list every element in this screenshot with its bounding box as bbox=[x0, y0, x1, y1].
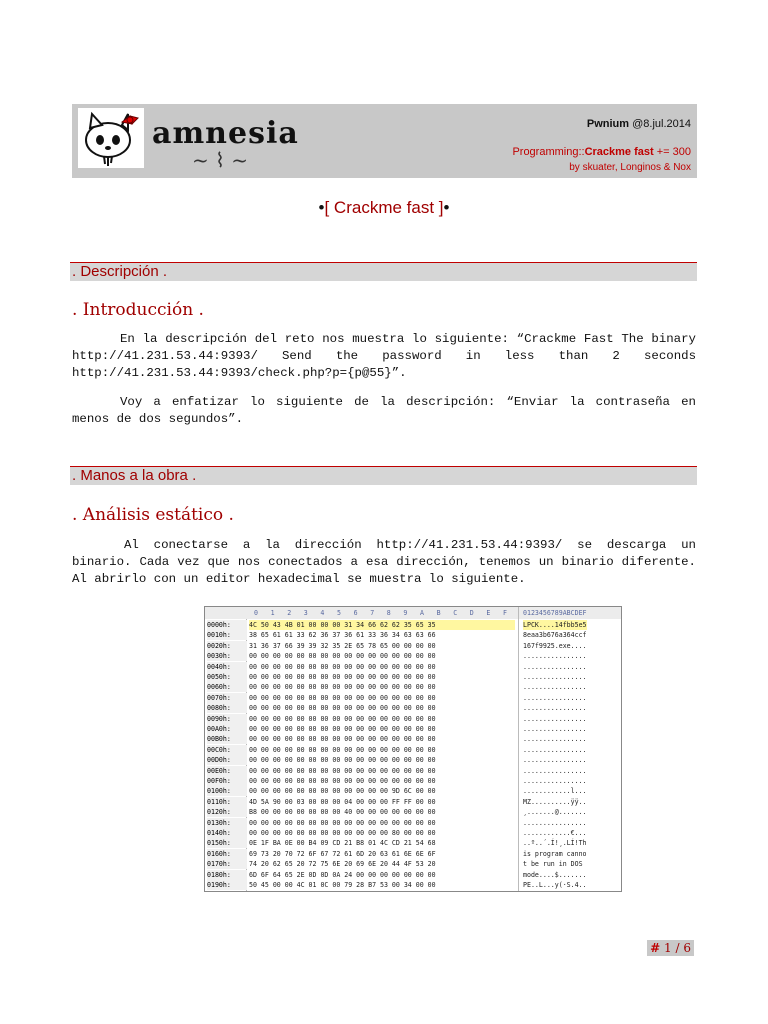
hex-bytes: 00 00 00 00 00 00 00 00 00 00 00 00 00 00 00 00 bbox=[249, 777, 436, 785]
hex-row bbox=[205, 672, 621, 682]
hex-row bbox=[205, 870, 621, 880]
hex-row bbox=[205, 849, 621, 859]
hex-row bbox=[205, 630, 621, 640]
section-manos-label: . Manos a la obra . bbox=[72, 467, 197, 484]
hex-col-label: C bbox=[453, 609, 458, 617]
hex-ascii: ................ bbox=[523, 818, 587, 827]
hex-offset: 0120h: bbox=[207, 807, 247, 817]
section-descripcion-label: . Descripción . bbox=[72, 263, 168, 280]
category-line bbox=[512, 146, 691, 158]
hex-bytes: 00 00 00 00 00 00 00 00 00 00 00 00 00 00 00 00 bbox=[249, 725, 436, 733]
hex-ascii: ................ bbox=[523, 777, 587, 785]
hex-offset: 00F0h: bbox=[207, 776, 247, 786]
hex-bytes: 0E 1F BA 0E 00 B4 09 CD 21 B8 01 4C CD 21 54 68 bbox=[249, 839, 436, 848]
logo-wordmark: amnesia bbox=[152, 116, 299, 151]
hex-offset: 0040h: bbox=[207, 662, 247, 672]
page-count: 1 / 6 bbox=[660, 941, 691, 955]
hex-row bbox=[205, 714, 621, 724]
hex-ascii: ................ bbox=[523, 652, 587, 661]
paragraph-3: Al conectarse a la dirección http://41.231.53.44:9393/ se descarga un binario. Cada vez que nos conectados a esa dirección, tenemos un binario diferente. Al abrirlo con un editor hexadecimal se muestra lo siguiente. bbox=[72, 538, 696, 586]
hex-offset: 0170h: bbox=[207, 859, 247, 869]
hex-offset: 0090h: bbox=[207, 714, 247, 724]
hex-bytes: 38 65 61 61 33 62 36 37 36 61 33 36 34 63 63 66 bbox=[249, 631, 436, 640]
hex-bytes: 69 73 20 70 72 6F 67 72 61 6D 20 63 61 6E 6E 6F bbox=[249, 849, 436, 858]
heading-introduccion: . Introducción . bbox=[72, 300, 204, 320]
hex-row bbox=[205, 880, 621, 890]
hex-offset: 0140h: bbox=[207, 828, 247, 838]
hex-ascii: 167f9925.exe.... bbox=[523, 641, 587, 650]
hex-bytes: 4D 5A 90 00 03 00 00 00 04 00 00 00 FF FF 00 00 bbox=[249, 797, 436, 806]
hex-row bbox=[205, 838, 621, 848]
header-banner bbox=[72, 104, 697, 178]
hex-ascii: ............l... bbox=[523, 787, 587, 796]
category: Programming:: bbox=[512, 146, 585, 158]
hex-ascii: ................ bbox=[523, 673, 587, 681]
hex-bytes: B8 00 00 00 00 00 00 00 40 00 00 00 00 00 00 00 bbox=[249, 808, 436, 817]
hex-offset: 0060h: bbox=[207, 682, 247, 692]
hex-column-header bbox=[205, 607, 621, 619]
hex-col-label: 2 bbox=[287, 609, 292, 617]
hex-offset: 00D0h: bbox=[207, 755, 247, 765]
hex-bytes: 00 00 00 00 00 00 00 00 00 00 00 00 00 00 00 00 bbox=[249, 704, 436, 713]
hex-ascii-header: 0123456789ABCDEF bbox=[523, 609, 587, 617]
hex-ascii: ................ bbox=[523, 662, 587, 671]
hex-ascii: t be run in DOS bbox=[523, 860, 587, 869]
hex-ascii: 8eaa3b676a364ccf bbox=[523, 631, 587, 640]
hex-offset: 0030h: bbox=[207, 651, 247, 661]
hex-bytes: 00 00 00 00 00 00 00 00 00 00 00 00 00 00 00 00 bbox=[249, 714, 436, 723]
hex-ascii: is program canno bbox=[523, 849, 587, 858]
hex-row bbox=[205, 755, 621, 765]
hex-offset: 0160h: bbox=[207, 849, 247, 859]
credits: by skuater, Longinos & Nox bbox=[569, 162, 691, 173]
hex-offset: 0050h: bbox=[207, 672, 247, 682]
kitty-skull-icon bbox=[78, 108, 144, 168]
hex-ascii: ................ bbox=[523, 725, 587, 733]
paragraph-2: Voy a enfatizar lo siguiente de la descripción: “Enviar la contraseña en menos de dos segundos”. bbox=[72, 395, 696, 426]
hex-offset: 00E0h: bbox=[207, 766, 247, 776]
hex-bytes: 00 00 00 00 00 00 00 00 00 00 00 00 00 00 00 00 bbox=[249, 735, 436, 744]
hex-col-label: 5 bbox=[337, 609, 341, 617]
page-number bbox=[647, 940, 694, 956]
hex-row bbox=[205, 641, 621, 651]
hex-bytes: 00 00 00 00 00 00 00 00 00 00 00 00 80 00 00 00 bbox=[249, 829, 436, 837]
hex-offset: 0000h: bbox=[207, 620, 247, 630]
author-date-line bbox=[587, 118, 691, 130]
page-hash: # bbox=[650, 941, 661, 955]
hex-col-label: 6 bbox=[353, 609, 358, 617]
hex-row bbox=[205, 620, 621, 630]
hex-ascii: ................ bbox=[523, 693, 587, 702]
hex-offset: 00A0h: bbox=[207, 724, 247, 734]
author-name: Pwnium bbox=[586, 118, 630, 130]
section-descripcion bbox=[70, 262, 697, 281]
hex-bytes: 00 00 00 00 00 00 00 00 00 00 00 00 00 00 00 00 bbox=[249, 673, 436, 681]
hex-col-label: E bbox=[486, 609, 491, 617]
hex-row bbox=[205, 766, 621, 776]
hex-row bbox=[205, 724, 621, 734]
section-manos bbox=[70, 466, 697, 485]
hex-col-label: 4 bbox=[320, 609, 325, 617]
hex-bytes: 6D 6F 64 65 2E 0D 0D 0A 24 00 00 00 00 00 00 00 bbox=[249, 870, 436, 879]
hex-col-label: F bbox=[503, 609, 507, 617]
publish-date: @8.jul.2014 bbox=[632, 118, 691, 130]
hex-offset: 0110h: bbox=[207, 797, 247, 807]
hex-col-label: 3 bbox=[303, 609, 308, 617]
hex-row bbox=[205, 703, 621, 713]
hex-col-label: 1 bbox=[270, 609, 275, 617]
hex-col-label: B bbox=[436, 609, 441, 617]
hex-bytes: 00 00 00 00 00 00 00 00 00 00 00 00 00 00 00 00 bbox=[249, 745, 436, 754]
hex-ascii: ................ bbox=[523, 735, 587, 744]
hex-bytes: 00 00 00 00 00 00 00 00 00 00 00 00 00 00 00 00 bbox=[249, 683, 436, 692]
hex-row bbox=[205, 807, 621, 817]
heading-analisis: . Análisis estático . bbox=[72, 505, 234, 525]
hex-offset: 0130h: bbox=[207, 818, 247, 828]
hex-offset: 0070h: bbox=[207, 693, 247, 703]
hex-editor-screenshot bbox=[204, 606, 622, 892]
hello-kitty-logo bbox=[78, 108, 144, 168]
hex-ascii: ¸.......@....... bbox=[523, 808, 587, 817]
hex-ascii: ............€... bbox=[523, 829, 587, 837]
hex-row bbox=[205, 693, 621, 703]
hex-bytes: 00 00 00 00 00 00 00 00 00 00 00 00 00 00 00 00 bbox=[249, 662, 436, 671]
hex-row bbox=[205, 859, 621, 869]
hex-offset: 0180h: bbox=[207, 870, 247, 880]
hex-bytes: 31 36 37 66 39 39 32 35 2E 65 78 65 00 00 00 00 bbox=[249, 641, 436, 650]
hex-bytes: 00 00 00 00 00 00 00 00 00 00 00 00 9D 6C 00 00 bbox=[249, 787, 436, 796]
hex-ascii: mode....$....... bbox=[523, 870, 587, 879]
hex-offset: 0150h: bbox=[207, 838, 247, 848]
hex-col-label: 0 bbox=[254, 609, 258, 617]
hex-bytes: 00 00 00 00 00 00 00 00 00 00 00 00 00 00 00 00 bbox=[249, 693, 436, 702]
hex-row bbox=[205, 651, 621, 661]
hex-col-label: 8 bbox=[386, 609, 391, 617]
hex-row bbox=[205, 776, 621, 786]
hex-row bbox=[205, 662, 621, 672]
hex-bytes: 74 20 62 65 20 72 75 6E 20 69 6E 20 44 4F 53 20 bbox=[249, 860, 436, 869]
hex-bytes: 50 45 00 00 4C 01 0C 00 79 28 B7 53 00 34 00 00 bbox=[249, 881, 436, 889]
hex-ascii: ................ bbox=[523, 766, 587, 775]
hex-bytes: 00 00 00 00 00 00 00 00 00 00 00 00 00 00 00 00 bbox=[249, 818, 436, 827]
hex-offset: 0020h: bbox=[207, 641, 247, 651]
hex-ascii: MZ..........ÿÿ.. bbox=[523, 797, 587, 806]
hex-ascii: LPCK....14fbb5e5 bbox=[523, 621, 587, 629]
hex-ascii: ................ bbox=[523, 756, 587, 765]
hex-offset: 0100h: bbox=[207, 786, 247, 796]
hex-ascii: ..º..´.Í!¸.LÍ!Th bbox=[523, 839, 587, 848]
title-text: [ Crackme fast ] bbox=[324, 198, 444, 217]
hex-bytes: 00 00 00 00 00 00 00 00 00 00 00 00 00 00 00 00 bbox=[249, 652, 436, 661]
hex-col-label: A bbox=[420, 609, 424, 617]
page-title bbox=[0, 198, 768, 218]
hex-offset: 00B0h: bbox=[207, 734, 247, 744]
hex-row bbox=[205, 797, 621, 807]
title-bullet: • bbox=[318, 198, 325, 217]
hex-row bbox=[205, 734, 621, 744]
hex-ascii: ................ bbox=[523, 745, 587, 754]
hex-col-label: D bbox=[469, 609, 474, 617]
hex-col-label: 9 bbox=[403, 609, 408, 617]
hex-ascii: PE..L...y(·S.4.. bbox=[523, 881, 587, 889]
hex-row bbox=[205, 745, 621, 755]
hex-col-label: 7 bbox=[370, 609, 375, 617]
hex-row bbox=[205, 818, 621, 828]
hex-row bbox=[205, 682, 621, 692]
hex-bytes: 00 00 00 00 00 00 00 00 00 00 00 00 00 00 00 00 bbox=[249, 766, 436, 775]
hex-offset: 0010h: bbox=[207, 630, 247, 640]
hex-row bbox=[205, 786, 621, 796]
hex-bytes: 00 00 00 00 00 00 00 00 00 00 00 00 00 00 00 00 bbox=[249, 756, 436, 765]
hex-ascii: ................ bbox=[523, 714, 587, 723]
hex-ascii: ................ bbox=[523, 704, 587, 713]
hex-offset: 0190h: bbox=[207, 880, 247, 890]
logo-swirl-icon: ~ ⌇ ~ bbox=[192, 148, 248, 172]
hex-bytes: 4C 50 43 4B 01 00 00 00 31 34 66 62 62 35 65 35 bbox=[249, 620, 515, 630]
hex-ascii: ................ bbox=[523, 683, 587, 692]
hex-offset: 00C0h: bbox=[207, 745, 247, 755]
points: += 300 bbox=[653, 146, 691, 158]
title-bullet-end: • bbox=[443, 198, 450, 217]
paragraph-1: En la descripción del reto nos muestra lo siguiente: “Crackme Fast The binary http://41.231.53.44:9393/ Send the password in less than 2 seconds http://41.231.53.44:9393/check.php?p={p@55}”. bbox=[72, 332, 696, 380]
hex-offset: 0080h: bbox=[207, 703, 247, 713]
challenge-name: Crackme fast bbox=[584, 146, 654, 158]
hex-row bbox=[205, 828, 621, 838]
